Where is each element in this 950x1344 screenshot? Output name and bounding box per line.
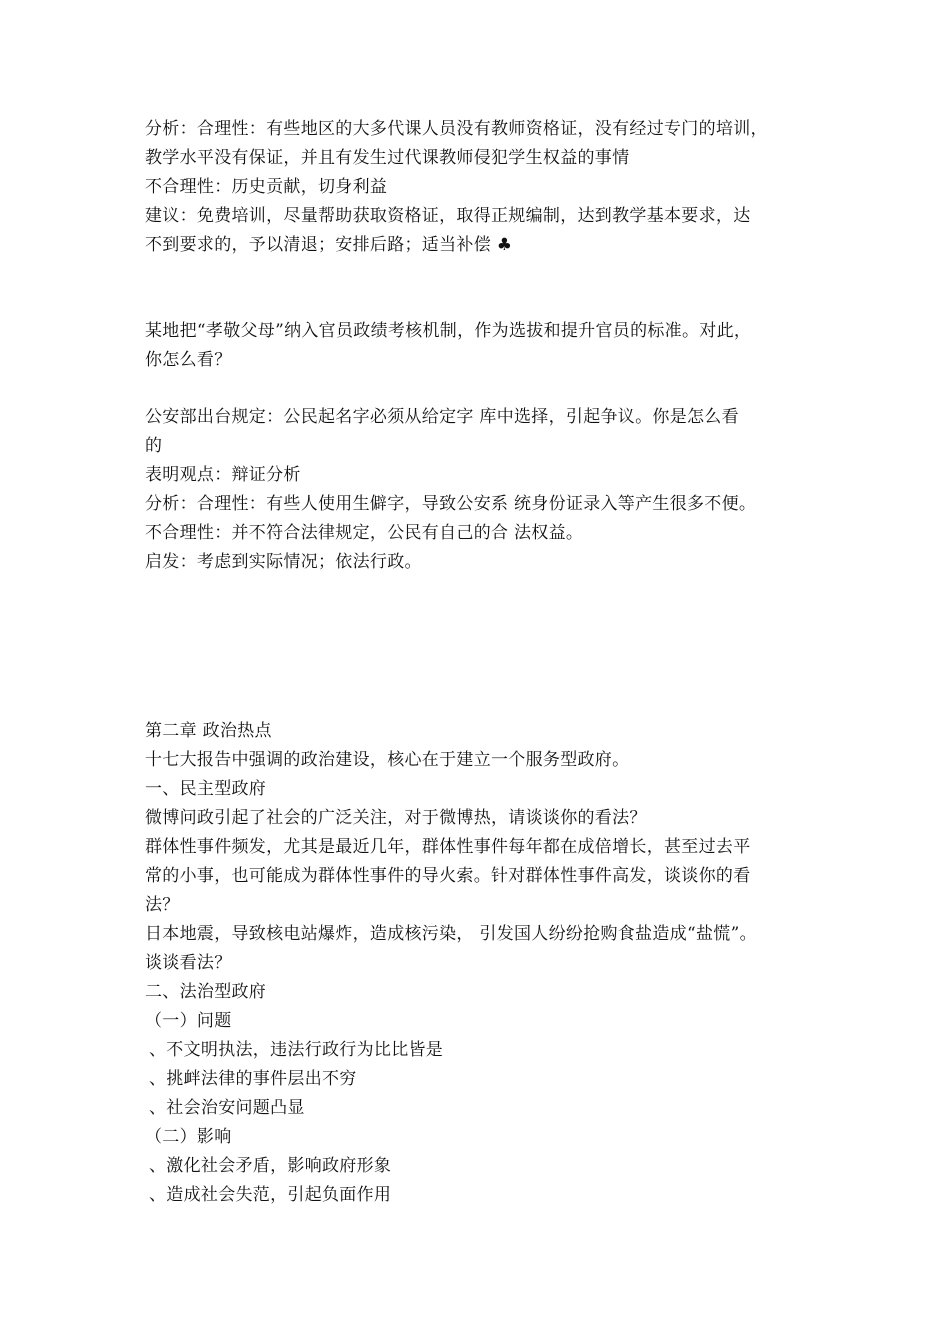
chapter-title: 第二章 政治热点 [145, 721, 272, 741]
question-mass-incidents-continued: 常的小事，也可能成为群体性事件的导火索。针对群体性事件高发，谈谈你的看 [145, 866, 751, 886]
list-item: 、不文明执法，违法行政行为比比皆是 [149, 1040, 444, 1060]
question-line-continued: 的 [145, 436, 163, 456]
suggestion-line: 建议：免费培训，尽量帮助获取资格证，取得正规编制，达到教学基本要求，达 [145, 206, 751, 226]
list-item: 、造成社会失范，引起负面作用 [149, 1185, 392, 1205]
section-substitute-teachers [145, 115, 815, 260]
subheading-problems: （一）问题 [145, 1011, 232, 1031]
intro-line: 十七大报告中强调的政治建设，核心在于建立一个服务型政府。 [145, 750, 630, 770]
question-line: 某地把“孝敬父母”纳入官员政绩考核机制，作为选拔和提升官员的标准。对此， [145, 321, 752, 341]
analysis-line: 分析：合理性：有些地区的大多代课人员没有教师资格证，没有经过专门的培训， [145, 119, 768, 139]
subheading-impacts: （二）影响 [145, 1127, 232, 1147]
heading-democratic-government: 一、民主型政府 [145, 779, 267, 799]
viewpoint-line: 表明观点：辩证分析 [145, 465, 301, 485]
unreasonable-line: 不合理性：并不符合法律规定，公民有自己的合 法权益。 [145, 523, 584, 543]
question-line-continued: 你怎么看？ [145, 350, 232, 370]
list-item: 、社会治安问题凸显 [149, 1098, 305, 1118]
heading-rule-of-law-government: 二、法治型政府 [145, 982, 267, 1002]
section-naming-regulation [145, 403, 815, 577]
question-mass-incidents-end: 法？ [145, 895, 180, 915]
question-line: 公安部出台规定：公民起名字必须从给定字 库中选择，引起争议。你是怎么看 [145, 407, 739, 427]
question-salt-panic: 日本地震，导致核电站爆炸，造成核污染， 引发国人纷纷抢购食盐造成“盐慌”。 [145, 924, 757, 944]
question-weibo: 微博问政引起了社会的广泛关注，对于微博热，请谈谈你的看法？ [145, 808, 647, 828]
question-mass-incidents: 群体性事件频发，尤其是最近几年，群体性事件每年都在成倍增长，甚至过去平 [145, 837, 751, 857]
inspiration-line: 启发：考虑到实际情况；依法行政。 [145, 552, 422, 572]
section-filial-piety-question [145, 317, 815, 375]
suggestion-line-continued: 不到要求的，予以清退；安排后路；适当补偿 ♣ [145, 235, 513, 255]
analysis-line: 分析：合理性：有些人使用生僻字，导致公安系 统身份证录入等产生很多不便。 [145, 494, 757, 514]
section-chapter-two [145, 717, 815, 1210]
unreasonable-line: 不合理性：历史贡献，切身利益 [145, 177, 388, 197]
analysis-line-continued: 教学水平没有保证，并且有发生过代课教师侵犯学生权益的事情 [145, 148, 630, 168]
list-item: 、激化社会矛盾，影响政府形象 [149, 1156, 392, 1176]
list-item: 、挑衅法律的事件层出不穷 [149, 1069, 357, 1089]
question-salt-panic-continued: 谈谈看法？ [145, 953, 232, 973]
